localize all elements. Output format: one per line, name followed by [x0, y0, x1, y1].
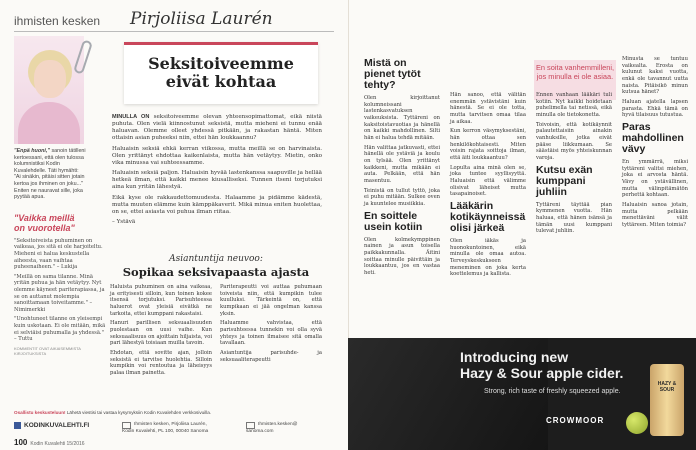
cider-can — [650, 364, 684, 436]
portrait-face — [34, 60, 66, 98]
c1-paragraph-2: Hän valittaa jatkuvasti, ettei hänellä ole ystäviä ja koulu on tylsää. Olen yrittänyt kaikkeni, mutta mikään ei auta. Pelkään, että hän masentuu. — [364, 144, 440, 184]
caption-text: sanoin tätilleni kertoessani, että olen tulossa kolumnistiksi Kodin Kuvalehdelle. Täti hymähti: "Ai sinäkin, pitäisi sitten jotain kertoa jos ihminen on joku..." Eniten ne nauravat sille, joka pyytää apua. — [14, 148, 86, 201]
portrait-shoulders — [18, 102, 80, 144]
letter-paragraph-1: seksitoiveemme olevan yhteensopimattomat, eikä niistä puhuta. Olen vielä kiinnostunut seksistä, mutta mieheni ei tunnu enää haluavan. Olemme olleet yhdessä pitkään, ja rakastan häntä. Miten ottaisin asian puheeksi niin, ettei hän loukkaannu? — [112, 114, 322, 142]
apple-icon — [626, 412, 648, 434]
participate-label: Osallistu keskusteluun! — [14, 410, 66, 415]
letter-paragraph-4: Eikä kyse ole rakkaudettomuudesta. Halaamme ja pidämme kädestä, mutta muuten elämme kuin kämppäkaverit. Mikä minua eniten huolettaa, on se, ettei asiasta voi puhua ilman riitaa. — [112, 194, 322, 215]
c2-paragraph-1: Hän sanoo, että välitän enemmän ystävistäni kuin hänestä. Se ei ole totta, mutta tarvitsen omaa tilaa ja aikaa. — [450, 92, 526, 125]
title-line-1: Seksitoiveemme — [148, 54, 294, 73]
c4-paragraph-2: Haluan ajatella lapsen parasta. Ehkä tämä on hyvä tilaisuus tutustua. — [622, 98, 688, 119]
c4-paragraph-1: Minusta se tuntuu vaikealta. Erosta on kulunut kaksi vuotta, enkä ole tavannut uutta naista. Pitäisikö minun kutsua hänet? — [622, 56, 688, 96]
email-address[interactable] — [246, 422, 298, 435]
comment-1: "Seksitoiveista puhuminen on vaikeaa, jos sitä ei ole harjoiteltu. Mieheni ei halua keskustella aiheesta, vaan vaihtaa puheenaiheen." – Lukija — [14, 237, 103, 271]
portrait-caption — [14, 148, 86, 201]
c2-paragraph-2: Kun kerron väsymyksestäni, hän ottaa sen henkilökohtaisesti. Miten voisin rajata soittoja ilman, että äiti loukkaantuu? — [450, 128, 526, 161]
page-meta: Kodin Kuvalehti 15/2016 — [30, 441, 85, 447]
comment-2: "Meillä on sama tilanne. Minä yritän puhua ja hän vetäytyy. Nyt olemme käyneet pariterapiassa, ja se on auttanut molempia sanoittamaan toiveitamme." – Nimimerkki — [14, 273, 105, 313]
postal-line-1: Ihmisten kesken, Pirjoliisa Laurén, — [134, 422, 207, 427]
ad-brand: CROWMOOR — [546, 416, 605, 425]
letter-signature: – Ystävä — [112, 219, 136, 226]
reader-comments — [14, 214, 106, 359]
expert-body — [110, 284, 322, 377]
facebook-label: KODINKUVALEHTI.FI — [24, 422, 90, 430]
header-divider — [14, 31, 334, 32]
c2-paragraph-3: Lopulta aina minä olen se, joka tuntee syyllisyyttä. Haluaisin että välimme olisivat läheiset mutta tasapainoiset. — [450, 164, 526, 198]
article-title — [124, 55, 318, 92]
letter-paragraph-3: Haluaisin seksiä paljon. Haluaisin hyvää lastenkanssa saapuville ja hellää hetkeä ilman, että kaikki menee kiusalliseksi. Tunnen itseni torjutuksi aina kun yritän lähestyä. — [112, 170, 322, 191]
caption-lead: "Enpä huoni," — [14, 148, 50, 154]
comments-heading-line-2: on vuorotella" — [14, 222, 75, 233]
postal-line-2: Kodin Kuvalehti, PL 100, 00040 Sanoma — [122, 429, 209, 434]
comments-heading — [14, 214, 106, 234]
c4-paragraph-3: En ymmärrä, miksi tyttäreni valitsi miehen, joka ei arvosta häntä. Vävy on ystävällinen, mutta välinpitämätön perhettä kohtaan. — [622, 158, 688, 199]
comment-3: "Unohtuneet tilanne on yleisempi kuin uskotaan. Ei ole mitään, mikä ei selviäisi puhumalla ja yhdessä." – Tuttu — [14, 316, 106, 343]
right-column-4 — [622, 56, 688, 232]
participate-text: Lähetä viestisi tai vastaa kysymyksiin Kodin Kuvalehden verkkosivuilla. — [66, 410, 212, 415]
c1-paragraph-4: Olen kolmekymppinen nainen ja asun toisella paikkakunnalla. Äitini soittaa minulle päivittäin ja loukkaantuu, jos en vastaa heti. — [364, 236, 440, 276]
right-column-1 — [364, 56, 440, 280]
facebook-icon — [14, 422, 21, 429]
email-line-2: sanoma.com — [246, 429, 274, 434]
page-number — [14, 438, 85, 447]
email-line-1: Ihmisten.kesken@ — [258, 422, 298, 427]
c3-paragraph-2: Toivoisin, että kotikäynnit palautettaisiin ainakin vanhuksille, jotka eivät pääse liikkumaan. Se säästäisi myös yhteiskunnan varoja. — [536, 121, 612, 161]
letter-lead-in: MINULLA ON — [112, 114, 150, 120]
expert-paragraph-1: Haluista puhuminen on aina vaikeaa, ja erityisesti silloin, kun toinen kokee itsensä torjutuksi. Parisuhteessa haluerot ovat yleisiä eivätkä ne tarkoita, ettei kumppani rakastaisi. — [110, 284, 212, 317]
contact-footer — [14, 410, 334, 434]
column-header — [14, 8, 334, 32]
expert-advice — [110, 254, 322, 406]
c1-paragraph-1: Olen kirjoittanut kolumneissani lastenkasvatuksen vaikeuksista. Tyttäreni on kaksitoistavuotias ja hänellä on kaikki mahdollinen. Silti hän ei halua tehdä mitään. — [364, 95, 440, 141]
pull-quote: En soita vanhemmilleni, jos minulla ei ole asiaa. — [534, 60, 616, 100]
facebook-link[interactable] — [14, 422, 89, 429]
comments-note: KOMMENTIT OVAT AIKAISEMMISTA KIRJOITUKSISTA — [14, 345, 81, 356]
c3-paragraph-1: Ennen vanhaan lääkäri tuli kotiin. Nyt kaikki hoidetaan puhelimella tai netissä, eikä minulla ole tietokonetta. — [536, 92, 612, 118]
expert-kicker: Asiantuntija neuvoo: — [169, 254, 263, 264]
postal-address — [122, 422, 208, 435]
title-line-2: eivät kohtaa — [165, 72, 277, 92]
letter-heading-laakari: Lääkärin kotikäynneissä olisi järkeä — [450, 199, 526, 234]
cider-advertisement[interactable] — [348, 338, 696, 450]
can-label: HAZY & SOUR — [657, 381, 677, 393]
column-author: Pirjoliisa Laurén — [130, 9, 273, 29]
right-column-2 — [450, 92, 526, 281]
expert-heading: Sopikaa seksivapaasta ajasta — [122, 265, 310, 279]
expert-paragraph-5: Haluamme vahvistaa, että parisuhteessa tunnekin voi olla syvä yhteys ja toinen ilmaisee sitä omalla tavallaan. — [220, 320, 322, 347]
expert-paragraph-2: Hanuri parillisen seksuaalisuuden puolestaan on uusi vaihe. Kun seksuaalisuus on ajoittain hiljaista, voi pari lähestyä toisiaan muilla tavoin. — [110, 320, 212, 347]
page-number-value: 100 — [14, 438, 28, 447]
letter-heading-tytot: Mistä on pienet tytöt tehty? — [364, 57, 421, 92]
comments-heading-line-1: "Vaikka meillä — [14, 213, 75, 223]
at-icon — [246, 422, 255, 429]
ad-headline-2: Hazy & Sour apple cider. — [460, 365, 624, 381]
ad-headline-1: Introducing new — [460, 349, 569, 365]
letter-heading-exa: Kutsu exän kumppani juhliin — [536, 163, 593, 198]
c2-paragraph-4: Olen iäkäs ja huonokuntoinen, eikä minulla ole omaa autoa. Terveyskeskukseen meneminen on joka kerta koettelemus ja kallista. — [450, 237, 526, 278]
expert-paragraph-4: Pariterapeutti voi auttaa puhumaan toiveista niin, että kumpikin tulee kuulluksi. Tärkeintä on, että kumpikaan ei jää ongelman kanssa yksin. — [220, 284, 322, 317]
column-kicker: ihmisten kesken — [14, 14, 101, 28]
envelope-icon — [122, 422, 131, 429]
author-portrait — [14, 36, 84, 144]
c4-paragraph-4: Haluaisin sanoa jotain, mutta pelkään menettäväni välit tyttäreen. Miten toimia? — [622, 201, 688, 228]
letter-heading-vavy: Paras mahdollinen vävy — [622, 120, 684, 155]
participate-line — [14, 410, 334, 415]
reader-letter — [112, 114, 322, 229]
article-title-box — [124, 42, 318, 104]
c1-paragraph-3: Teinistä on tullut tyttö, joka ei puhu mitään. Sulkee oven ja kuuntelee musiikkia. — [364, 187, 440, 207]
letter-heading-kotiin: En soittele usein kotiin — [364, 209, 423, 233]
expert-paragraph-3: Ehdotan, että sovitte ajan, jolloin seksistä ei tarvitse huolehtia. Silloin kumpikin voi rentoutua ja läheisyys palaa ilman painetta. — [110, 349, 212, 376]
expert-signature: Asiantuntija parisuhde- ja seksuaaliterapeutti — [220, 349, 322, 363]
ad-subline: Strong, rich taste of freshly squeezed apple. — [484, 388, 621, 395]
letter-paragraph-2: Haluaisin seksiä ehkä kerran viikossa, mutta meillä se on harvinaista. Olen yrittänyt ehdottaa kaikenlaista, mutta hän vetäytyy. Mietin, onko vika minussa vai suhteessamme. — [112, 145, 322, 166]
c3-paragraph-3: Tyttäreni täyttää pian kymmenen vuotta. Hän haluaa, että hänen isänsä ja tämän uusi kumppani tulevat juhliin. — [536, 201, 612, 235]
right-column-3 — [536, 92, 612, 238]
